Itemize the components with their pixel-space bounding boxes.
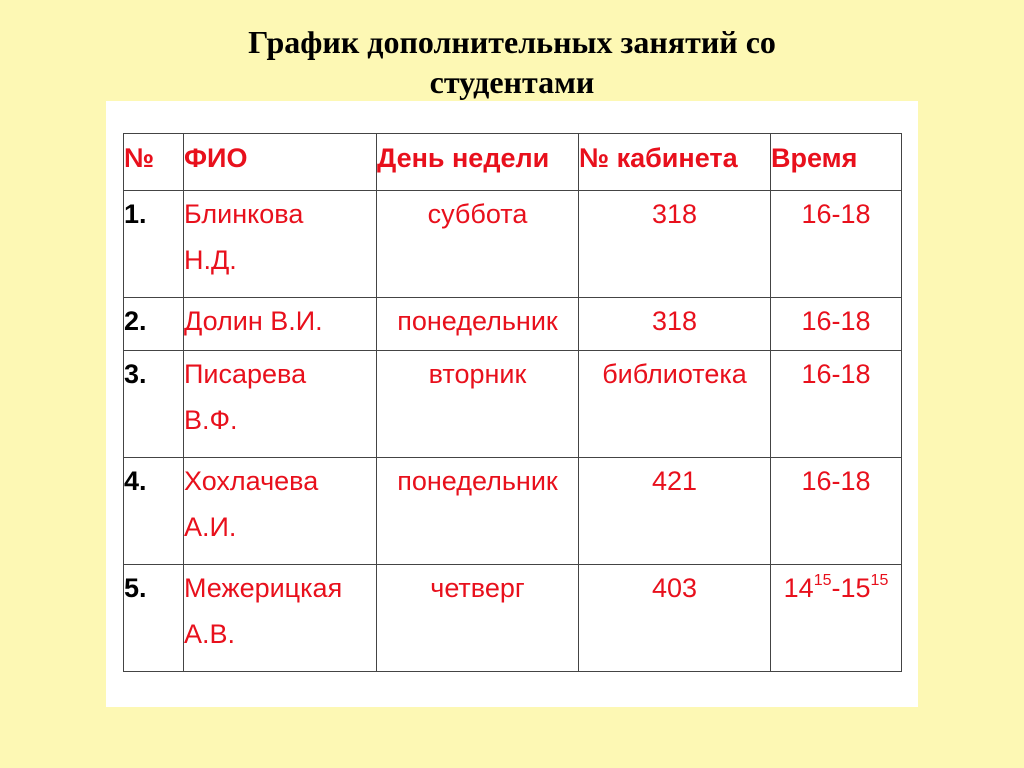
- table-row: [124, 298, 902, 351]
- header-day: День недели: [377, 134, 579, 191]
- name-line-2: А.И.: [184, 512, 237, 542]
- row-day: четверг: [377, 565, 579, 672]
- table-header-row: [124, 134, 902, 191]
- page-title: [0, 22, 1024, 102]
- row-name: [184, 351, 377, 458]
- row-number: 5.: [124, 565, 184, 672]
- header-number: №: [124, 134, 184, 191]
- time-end-hour: 15: [840, 573, 871, 603]
- time-separator: -: [831, 573, 841, 603]
- time-start-hour: 14: [783, 573, 814, 603]
- row-name: [184, 191, 377, 298]
- time-end-minutes: 15: [870, 572, 889, 589]
- row-name: [184, 565, 377, 672]
- name-line-1: Долин В.И.: [184, 306, 323, 336]
- time-start-minutes: 15: [813, 572, 832, 589]
- row-room: библиотека: [579, 351, 771, 458]
- row-room: 421: [579, 458, 771, 565]
- name-line-1: Блинкова: [184, 199, 304, 229]
- row-number: 2.: [124, 298, 184, 351]
- row-time: 16-18: [771, 298, 902, 351]
- row-day: вторник: [377, 351, 579, 458]
- row-name: [184, 458, 377, 565]
- name-line-1: Писарева: [184, 359, 307, 389]
- row-day: суббота: [377, 191, 579, 298]
- title-line-2: студентами: [429, 64, 595, 100]
- header-room: № кабинета: [579, 134, 771, 191]
- row-time: 16-18: [771, 191, 902, 298]
- row-day: понедельник: [377, 458, 579, 565]
- row-room: 403: [579, 565, 771, 672]
- schedule-sheet: [106, 101, 918, 707]
- row-room: 318: [579, 298, 771, 351]
- row-day: понедельник: [377, 298, 579, 351]
- table-row: [124, 565, 902, 672]
- row-time: 16-18: [771, 458, 902, 565]
- row-number: 4.: [124, 458, 184, 565]
- row-time: 16-18: [771, 351, 902, 458]
- row-room: 318: [579, 191, 771, 298]
- row-number: 3.: [124, 351, 184, 458]
- table-row: [124, 351, 902, 458]
- header-time: Время: [771, 134, 902, 191]
- title-line-1: График дополнительных занятий со: [248, 24, 776, 60]
- row-time: [771, 565, 902, 672]
- name-line-2: А.В.: [184, 619, 236, 649]
- name-line-2: В.Ф.: [184, 405, 238, 435]
- row-number: 1.: [124, 191, 184, 298]
- table-row: [124, 191, 902, 298]
- row-name: [184, 298, 377, 351]
- name-line-1: Хохлачева: [184, 466, 319, 496]
- name-line-2: Н.Д.: [184, 245, 237, 275]
- schedule-table: [123, 133, 902, 672]
- header-name: ФИО: [184, 134, 377, 191]
- table-row: [124, 458, 902, 565]
- name-line-1: Межерицкая: [184, 573, 343, 603]
